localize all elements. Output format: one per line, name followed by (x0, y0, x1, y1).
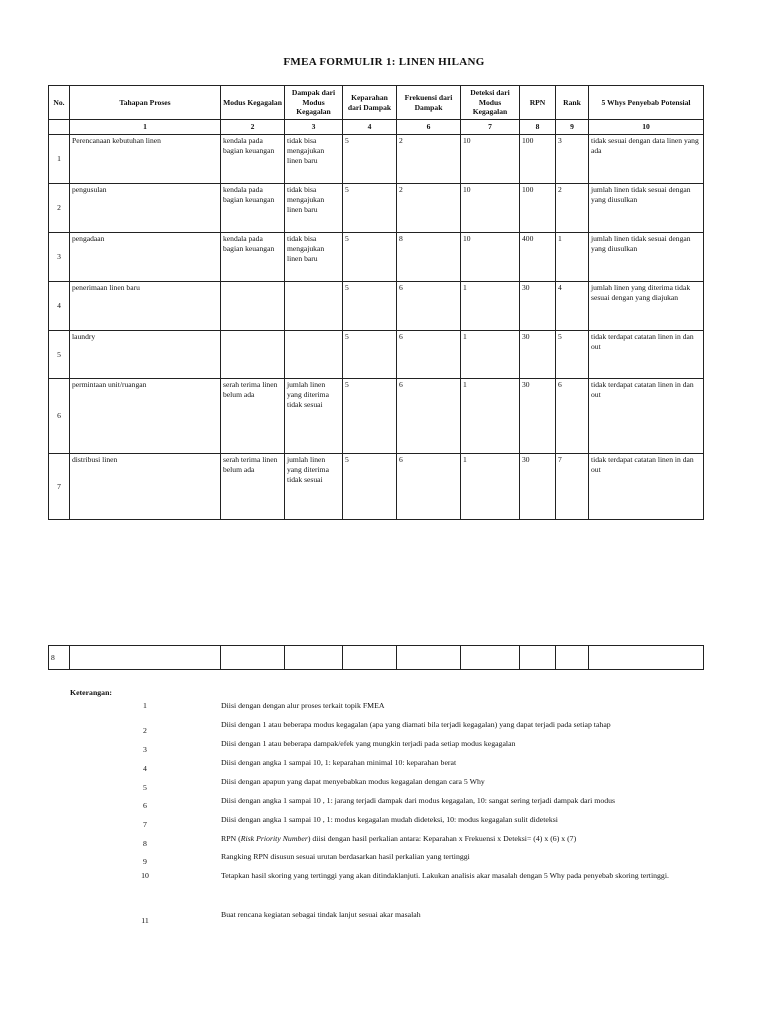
cell-tahapan-proses: pengadaan (70, 233, 221, 282)
cell-rank: 4 (556, 282, 589, 331)
note-text: Diisi dengan 1 atau beberapa dampak/efek yang mungkin terjadi pada setiap modus kegagalan (221, 739, 516, 748)
header-number: 10 (589, 120, 704, 135)
cell-modus-kegagalan: kendala pada bagian keuangan (221, 233, 285, 282)
header-number: 6 (397, 120, 461, 135)
cell-keparahan: 5 (343, 454, 397, 520)
cell-tahapan-proses: Perencanaan kebutuhan linen (70, 135, 221, 184)
cell-5-whys: jumlah linen tidak sesuai dengan yang diusulkan (589, 233, 704, 282)
cell-dampak: jumlah linen yang diterima tidak sesuai (285, 379, 343, 454)
cell-frekuensi: 2 (397, 184, 461, 233)
cell-keparahan: 5 (343, 282, 397, 331)
cell-modus-kegagalan: serah terima linen belum ada (221, 454, 285, 520)
header-number: 1 (70, 120, 221, 135)
note-text: Tetapkan hasil skoring yang tertinggi yang akan ditindaklanjuti. Lakukan analisis akar masalah dengan 5 Why pada penyebab skoring tertinggi. (221, 871, 669, 880)
cell-frekuensi: 6 (397, 379, 461, 454)
cell-deteksi: 1 (461, 282, 520, 331)
cell-rank: 6 (556, 379, 589, 454)
cell-rank: 2 (556, 184, 589, 233)
header-number: 7 (461, 120, 520, 135)
cell-frekuensi: 6 (397, 454, 461, 520)
note-text: Diisi dengan apapun yang dapat menyebabkan modus kegagalan dengan cara 5 Why (221, 777, 485, 786)
cell-frekuensi: 8 (397, 233, 461, 282)
keterangan-label: Keterangan: (70, 688, 113, 697)
row-number: 4 (49, 282, 70, 331)
cell-dampak: tidak bisa mengajukan linen baru (285, 184, 343, 233)
cell-deteksi: 1 (461, 454, 520, 520)
cell-rpn: 30 (520, 282, 556, 331)
cell-5-whys: jumlah linen yang diterima tidak sesuai dengan yang diajukan (589, 282, 704, 331)
cell-rpn: 100 (520, 184, 556, 233)
header-no: No. (49, 86, 70, 120)
header-number: 3 (285, 120, 343, 135)
cell-5-whys: tidak terdapat catatan linen in dan out (589, 379, 704, 454)
cell-dampak: tidak bisa mengajukan linen baru (285, 233, 343, 282)
header-tahapan-proses: Tahapan Proses (70, 86, 221, 120)
cell-rpn: 30 (520, 331, 556, 379)
note-number: 9 (143, 857, 147, 866)
cell-rank: 1 (556, 233, 589, 282)
row-number: 3 (49, 233, 70, 282)
cell-rpn: 30 (520, 379, 556, 454)
cell-tahapan-proses: laundry (70, 331, 221, 379)
note-number: 1 (143, 701, 147, 710)
cell-keparahan: 5 (343, 135, 397, 184)
note-text: Diisi dengan 1 atau beberapa modus kegagalan (apa yang diamati bila terjadi kegagalan) yang dapat terjadi pada setiap tahap (221, 720, 611, 729)
note-number: 3 (143, 745, 147, 754)
note-number: 6 (143, 801, 147, 810)
cell-5-whys: jumlah linen tidak sesuai dengan yang diusulkan (589, 184, 704, 233)
cell-deteksi: 10 (461, 135, 520, 184)
header-modus-kegagalan: Modus Kegagalan (221, 86, 285, 120)
cell-frekuensi: 2 (397, 135, 461, 184)
header-deteksi: Deteksi dari Modus Kegagalan (461, 86, 520, 120)
note-text: Diisi dengan angka 1 sampai 10 , 1: jarang terjadi dampak dari modus kegagalan, 10: sangat sering terjadi dampak dari modus (221, 796, 616, 805)
cell-rpn: 100 (520, 135, 556, 184)
cell-rpn: 400 (520, 233, 556, 282)
header-number: 9 (556, 120, 589, 135)
note-text-italic: Risk Priority Number (240, 834, 308, 843)
note-text: Diisi dengan angka 1 sampai 10 , 1: modus kegagalan mudah dideteksi, 10: modus kegagalan sulit dideteksi (221, 815, 558, 824)
header-rank: Rank (556, 86, 589, 120)
note-number: 10 (141, 871, 149, 880)
cell-rank: 3 (556, 135, 589, 184)
header-5-whys: 5 Whys Penyebab Potensial (589, 86, 704, 120)
header-number: 8 (520, 120, 556, 135)
cell-keparahan: 5 (343, 331, 397, 379)
cell-keparahan: 5 (343, 184, 397, 233)
header-rpn: RPN (520, 86, 556, 120)
note-number: 4 (143, 764, 147, 773)
cell-keparahan: 5 (343, 233, 397, 282)
row-number: 1 (49, 135, 70, 184)
cell-rpn: 30 (520, 454, 556, 520)
cell-deteksi: 10 (461, 233, 520, 282)
header-frekuensi: Frekuensi dari Dampak (397, 86, 461, 120)
note-text: Diisi dengan dengan alur proses terkait topik FMEA (221, 701, 385, 710)
cell-5-whys: tidak sesuai dengan data linen yang ada (589, 135, 704, 184)
cell-rank: 5 (556, 331, 589, 379)
note-number: 2 (143, 726, 147, 735)
cell-deteksi: 1 (461, 379, 520, 454)
cell-keparahan: 5 (343, 379, 397, 454)
row-number: 7 (49, 454, 70, 520)
note-number: 8 (143, 839, 147, 848)
note-text: Buat rencana kegiatan sebagai tindak lanjut sesuai akar masalah (221, 910, 421, 919)
cell-dampak: jumlah linen yang diterima tidak sesuai (285, 454, 343, 520)
cell-tahapan-proses: permintaan unit/ruangan (70, 379, 221, 454)
header-dampak: Dampak dari Modus Kegagalan (285, 86, 343, 120)
row-number: 8 (49, 646, 70, 670)
cell-tahapan-proses: pengusulan (70, 184, 221, 233)
row-number: 6 (49, 379, 70, 454)
note-number: 5 (143, 783, 147, 792)
cell-modus-kegagalan: serah terima linen belum ada (221, 379, 285, 454)
cell-tahapan-proses: penerimaan linen baru (70, 282, 221, 331)
cell-rank: 7 (556, 454, 589, 520)
note-text-suffix: ) diisi dengan hasil perkalian antara: Keparahan x Frekuensi x Deteksi= (4) x (6) x (7) (307, 834, 577, 843)
row-number: 2 (49, 184, 70, 233)
header-number: 4 (343, 120, 397, 135)
note-number: 11 (141, 916, 149, 925)
cell-modus-kegagalan: kendala pada bagian keuangan (221, 184, 285, 233)
cell-dampak: tidak bisa mengajukan linen baru (285, 135, 343, 184)
note-number: 7 (143, 820, 147, 829)
note-text-prefix: RPN ( (221, 834, 241, 843)
cell-5-whys: tidak terdapat catatan linen in dan out (589, 454, 704, 520)
cell-modus-kegagalan: kendala pada bagian keuangan (221, 135, 285, 184)
header-number: 2 (221, 120, 285, 135)
note-text-rpn (221, 834, 703, 844)
cell-deteksi: 1 (461, 331, 520, 379)
cell-deteksi: 10 (461, 184, 520, 233)
note-text: Diisi dengan angka 1 sampai 10, 1: keparahan minimal 10: keparahan berat (221, 758, 457, 767)
cell-frekuensi: 6 (397, 331, 461, 379)
form-title: FMEA FORMULIR 1: LINEN HILANG (283, 56, 485, 68)
note-text: Rangking RPN disusun sesuai urutan berdasarkan hasil perkalian yang tertinggi (221, 852, 470, 861)
header-keparahan: Keparahan dari Dampak (343, 86, 397, 120)
cell-tahapan-proses: distribusi linen (70, 454, 221, 520)
cell-frekuensi: 6 (397, 282, 461, 331)
cell-5-whys: tidak terdapat catatan linen in dan out (589, 331, 704, 379)
row-number: 5 (49, 331, 70, 379)
